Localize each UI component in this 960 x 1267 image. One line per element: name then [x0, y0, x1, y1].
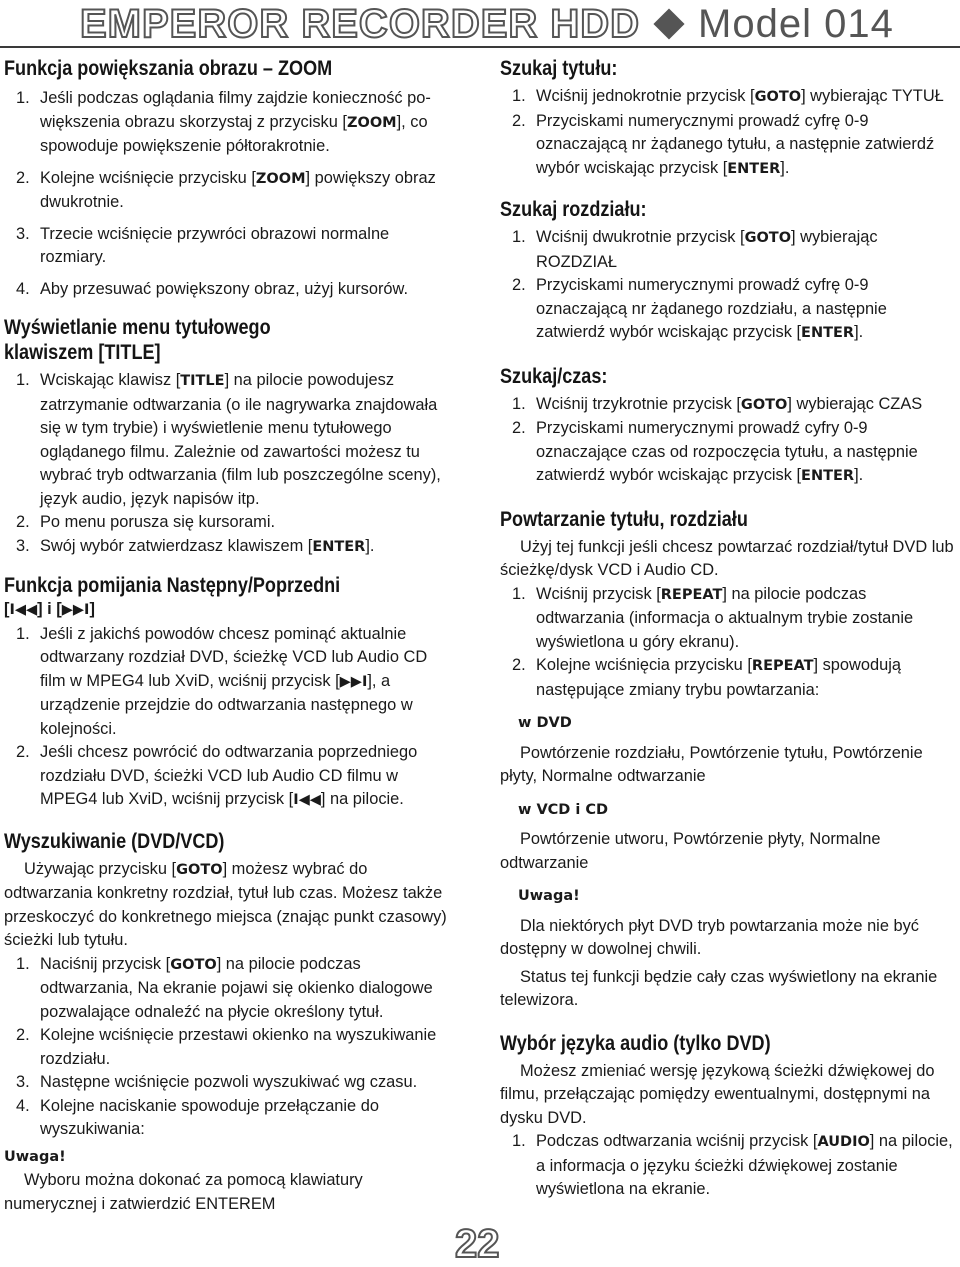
section-title-line2: klawiszem [TITLE] — [4, 341, 161, 364]
section-audio — [500, 1023, 958, 1202]
list-item: 2. Kolejne wciśnięcie przestawi okienko na wyszukiwanie rozdziału. — [16, 1026, 437, 1068]
section-repeat — [500, 499, 958, 1013]
brand-name: EMPEROR RECORDER HDD — [80, 2, 641, 46]
next-icon: ▶▶I — [61, 602, 90, 618]
section-title: Szukaj rozdziału: — [500, 198, 647, 221]
list-item: 1. Wciśnij jednokrotnie przycisk [GOTO] wybierając TYTUŁ — [512, 87, 944, 105]
section-title: Powtarzanie tytułu, rozdziału — [500, 507, 748, 531]
section-search — [4, 823, 456, 1217]
page-number: 22 — [455, 1222, 500, 1266]
diamond-icon — [653, 8, 684, 39]
list-item: 2. Po menu porusza się kursorami. — [16, 513, 276, 531]
skip-buttons-line: [I◀◀] i [▶▶I] — [4, 600, 95, 618]
note-label: Uwaga! — [518, 888, 580, 904]
list-item: 4. Aby przesuwać powiększony obraz, użyj kursorów. — [16, 279, 409, 298]
brand-title — [80, 2, 894, 46]
list-item: 4. Kolejne naciskanie spowoduje przełączanie do wyszukiwania: — [16, 1096, 379, 1138]
list-item: 3. Trzecie wciśnięcie przywróci obrazowi normalne rozmiary. — [16, 224, 390, 266]
list-item: 2. Przyciskami numerycznymi prowadź cyfrę 0-9 oznaczającą nr żądanego rozdziału, a następnie zatwierdź wybór wciskając przycisk [ENTER]. — [512, 276, 887, 341]
section-title: Wyszukiwanie (DVD/VCD) — [4, 829, 225, 853]
list-item: 1. Jeśli podczas oglądania filmy zajdzie konieczność po- większenia obrazu skorzystaj z przycisku [ZOOM], co spowoduje powiększenie półtorakrotnie. — [16, 89, 431, 155]
list-item: 1. Wciskając klawisz [TITLE] na pilocie powodujesz zatrzymanie odtwarzania (o ile nagrywarka znajdowała się w tym trybie) i wyświetlenie menu tytułowego oglądanego filmu. Zależnie od zawartości możesz tu wybrać tryb odtwarzania (film lub poszczególne sceny), język audio, język napisów itp. — [16, 371, 441, 508]
vcd-text: Powtórzenie utworu, Powtórzenie płyty, Normalne odtwarzanie — [500, 830, 881, 872]
list-item: 1. Wciśnij trzykrotnie przycisk [GOTO] wybierając CZAS — [512, 394, 923, 413]
dvd-text: Powtórzenie rozdziału, Powtórzenie tytułu, Powtórzenie płyty, Normalne odtwarzanie — [500, 743, 923, 785]
dvd-label: w DVD — [518, 715, 572, 731]
section-title: Funkcja pomijania Następny/Poprzedni — [4, 574, 341, 597]
model-name: Model 014 — [698, 2, 894, 46]
list-item: 2. Jeśli chcesz powrócić do odtwarzania poprzedniego rozdziału DVD, ścieżki VCD lub Audio CD filmu w MPEG4 lub XviD, wciśnij przycisk [I◀◀] na pilocie. — [16, 743, 418, 808]
list-item: 3. Swój wybór zatwierdzasz klawiszem [ENTER]. — [16, 536, 375, 555]
section-zoom — [4, 56, 456, 301]
prev-icon: I◀◀ — [9, 602, 38, 618]
note-text: Dla niektórych płyt DVD tryb powtarzania może nie być dostępny w dowolnej chwili. — [500, 916, 920, 958]
left-column — [4, 56, 456, 1226]
list-item: 3. Następne wciśnięcie pozwoli wyszukiwać wg czasu. — [16, 1073, 418, 1091]
note-label: Uwaga! — [4, 1148, 66, 1165]
section-time-search — [500, 356, 958, 489]
section-title: Szukaj/czas: — [500, 364, 608, 388]
section-title: Wybór języka audio (tylko DVD) — [500, 1031, 771, 1055]
section-title-search — [500, 56, 958, 181]
section-chapter-search — [500, 191, 958, 346]
note-text: Status tej funkcji będzie cały czas wyświetlony na ekranie telewizora. — [500, 967, 938, 1009]
list-item: 2. Kolejne wciśnięcia przycisku [REPEAT] spowodują następujące zmiany trybu powtarzania: — [512, 656, 901, 699]
list-item: 1. Wciśnij dwukrotnie przycisk [GOTO] wybierając ROZDZIAŁ — [512, 228, 878, 271]
section-skip — [4, 569, 456, 813]
section-title: Funkcja powiększania obrazu – ZOOM — [4, 57, 333, 80]
page-header — [0, 0, 960, 52]
section-title: Szukaj tytułu: — [500, 57, 618, 80]
list-item: 2. Przyciskami numerycznymi prowadź cyfry 0-9 oznaczające czas od rozpoczęcia tytułu, a następnie zatwierdź wybór wciskając przycisk [ENTER]. — [512, 419, 918, 484]
note-text: Wyboru można dokonać za pomocą klawiatury numerycznej i zatwierdzić ENTEREM — [4, 1171, 363, 1213]
list-item: 2. Przyciskami numerycznymi prowadź cyfrę 0-9 oznaczającą nr żądanego tytułu, a następnie zatwierdź wybór wciskając przycisk [ENTER]. — [512, 111, 935, 177]
list-item: 1. Podczas odtwarzania wciśnij przycisk [AUDIO] na pilocie, a informacja o języku ścieżki dźwiękowej zostanie wyświetlona na ekranie. — [512, 1132, 953, 1198]
right-column — [500, 56, 958, 1212]
list-item: 1. Naciśnij przycisk [GOTO] na pilocie podczas odtwarzania, Na ekranie pojawi się okienko dialogowe pozwalające odnaleźć na płycie określony tytuł. — [16, 954, 433, 1021]
section-title: Wyświetlanie menu tytułowego — [4, 316, 271, 339]
section-intro: Możesz zmieniać wersję językową ścieżki dźwiękowej do filmu, przełączając pomiędzy ewentualnymi, dostępnymi na dysku DVD. — [500, 1061, 935, 1127]
section-intro: Użyj tej funkcji jeśli chcesz powtarzać rozdział/tytuł DVD lub ścieżkę/dysk VCD i Audio CD. — [500, 537, 954, 579]
section-intro: Używając przycisku [GOTO] możesz wybrać do odtwarzania konkretny rozdział, tytuł lub czas. Możesz także przeskoczyć do konkretnego miejsca (znając punkt czasowy) ścieżki lub tytułu. — [4, 859, 447, 949]
list-item: 2. Kolejne wciśnięcie przycisku [ZOOM] powiększy obraz dwukrotnie. — [16, 168, 436, 211]
list-item: 1. Wciśnij przycisk [REPEAT] na pilocie podczas odtwarzania (informacja o aktualnym trybie zostanie wyświetlona u góry ekranu). — [512, 584, 914, 651]
list-item: 1. Jeśli z jakichś powodów chcesz pominąć aktualnie odtwarzany rozdział DVD, ścieżkę VCD lub Audio CD film w MPEG4 lub XviD, wciśnij przycisk [▶▶I], a urządzenie przejdzie do odtwarzania następnego w kolejności. — [16, 624, 428, 738]
vcd-label: w VCD i CD — [518, 801, 609, 818]
section-title-menu — [4, 311, 456, 559]
